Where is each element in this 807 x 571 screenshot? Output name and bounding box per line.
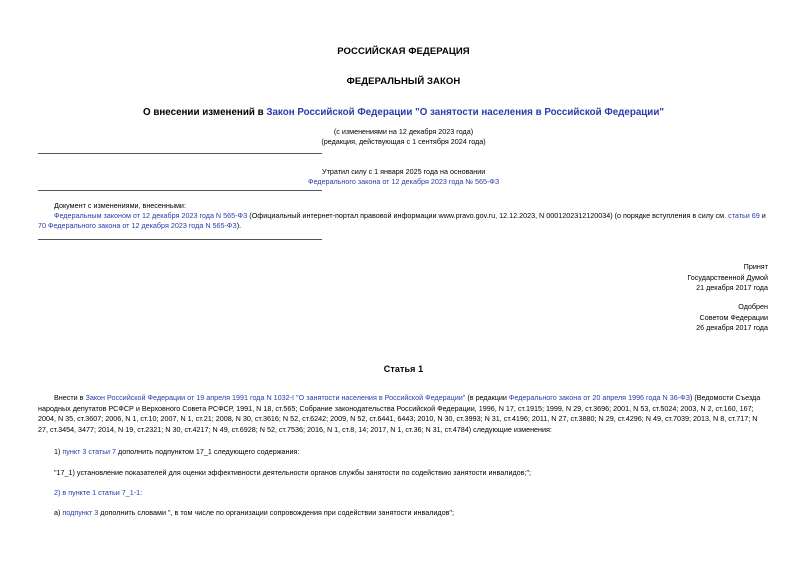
adopted-label: Принят	[743, 262, 768, 271]
expired-notice: Утратил силу с 1 января 2025 года на основании	[322, 167, 486, 176]
approved-body: Советом Федерации	[699, 312, 768, 322]
country-heading: РОССИЙСКАЯ ФЕДЕРАЦИЯ	[337, 46, 470, 57]
law-title-link[interactable]: Закон Российской Федерации "О занятости населения в Российской Федерации"	[266, 107, 664, 118]
edition-changes: (с изменениями на 12 декабря 2023 года)	[333, 127, 474, 136]
adopted-body: Государственной Думой	[687, 272, 768, 282]
adopted-date: 21 декабря 2017 года	[696, 283, 768, 292]
expired-law-link[interactable]: Федерального закона от 12 декабря 2023 года № 565-ФЗ	[308, 177, 500, 186]
article-subitem-a: а) подпункт 3 дополнить словами ", в том числе по организации сопровождения при содействии занятости инвалидов";	[54, 508, 454, 517]
law-title	[0, 107, 807, 118]
point-1-article-7-1-1-link[interactable]: пункте 1 статьи 7_1-1	[68, 488, 141, 497]
subpoint-3-link[interactable]: подпункт 3	[62, 508, 99, 517]
divider	[38, 190, 322, 191]
divider	[38, 239, 322, 240]
article-70-link[interactable]: 70 Федерального закона от 12 декабря 2023 года N 565-ФЗ	[38, 221, 237, 230]
doc-type-heading: ФЕДЕРАЛЬНЫЙ ЗАКОН	[346, 76, 461, 87]
edition-current: (редакция, действующая с 1 сентября 2024 года)	[321, 137, 486, 146]
adopted-block	[687, 262, 768, 294]
changes-text: Федеральным законом от 12 декабря 2023 года N 565-ФЗ (Официальный интернет-портал правовой информации www.pravo.gov.ru, 12.12.2023, N 0001202312120034) (о порядке вступления в силу см. статьи 69 и 70 Федерального закона от 12 декабря 2023 года N 565-ФЗ).	[38, 211, 766, 230]
amending-law-link[interactable]: Федеральным законом от 12 декабря 2023 года N 565-ФЗ	[54, 211, 248, 220]
approved-label: Одобрен	[738, 302, 768, 311]
divider	[38, 153, 322, 154]
base-law-link[interactable]: Закон Российской Федерации от 19 апреля 1991 года N 1032-I "О занятости населения в Российской Федерации"	[85, 393, 466, 402]
changes-source: (Официальный интернет-портал правовой информации www.pravo.gov.ru, 12.12.2023, N 0001202312120034) (о порядке вступления в силу см.	[247, 211, 729, 220]
article-heading: Статья 1	[383, 364, 424, 374]
approved-block	[696, 302, 768, 334]
article-69-link[interactable]: статьи 69	[728, 211, 760, 220]
approved-date: 26 декабря 2017 года	[696, 323, 768, 332]
article-item-1: 1) пункт 3 статьи 7 дополнить подпунктом 17_1 следующего содержания:	[54, 447, 300, 456]
law-title-prefix: О внесении изменений в	[143, 107, 267, 118]
changes-heading: Документ с изменениями, внесенными:	[54, 201, 186, 210]
article-item-2: 2) в пункте 1 статьи 7_1-1:	[54, 488, 143, 497]
article-item-1-text: "17_1) установление показателей для оценки эффективности деятельности органов службы занятости по содействию занятости инвалидов;";	[54, 468, 532, 477]
law-1996-link[interactable]: Федерального закона от 20 апреля 1996 года N 36-ФЗ	[508, 393, 690, 402]
article-paragraph-1: Внести в Закон Российской Федерации от 19 апреля 1991 года N 1032-I "О занятости населения в Российской Федерации" (в редакции Федерального закона от 20 апреля 1996 года N 36-ФЗ) (Ведомости Съезда народных депутатов РСФСР и Верховного Совета РСФСР, 1991, N 18, ст.565; Собрание законодательства Российской Федерации, 1996, N 17, ст.1915; 1999, N 29, ст.3696; 2001, N 53, ст.5024; 2003, N 2, ст.160, 167; 2004, N 35, ст.3607; 2006, N 1, ст.10; 2007, N 1, ст.21; 2008, N 30, ст.3616; N 52, ст.6242; 2009, N 52, ст.6441, 6443; 2010, N 30, ст.3993; N 31, ст.4196; 2011, N 27, ст.3880; N 29, ст.4296; N 49, ст.7039; 2013, N 8, ст.717; N 27, ст.3454, 3477; 2014, N 19, ст.2321; N 30, ст.4217; N 49, ст.6928; N 52, ст.7536; 2016, N 1, ст.8, 14; 2017, N 1, ст.36; N 31, ст.4784) следующие изменения:	[38, 393, 761, 434]
point-3-article-7-link[interactable]: пункт 3 статьи 7	[62, 447, 117, 456]
